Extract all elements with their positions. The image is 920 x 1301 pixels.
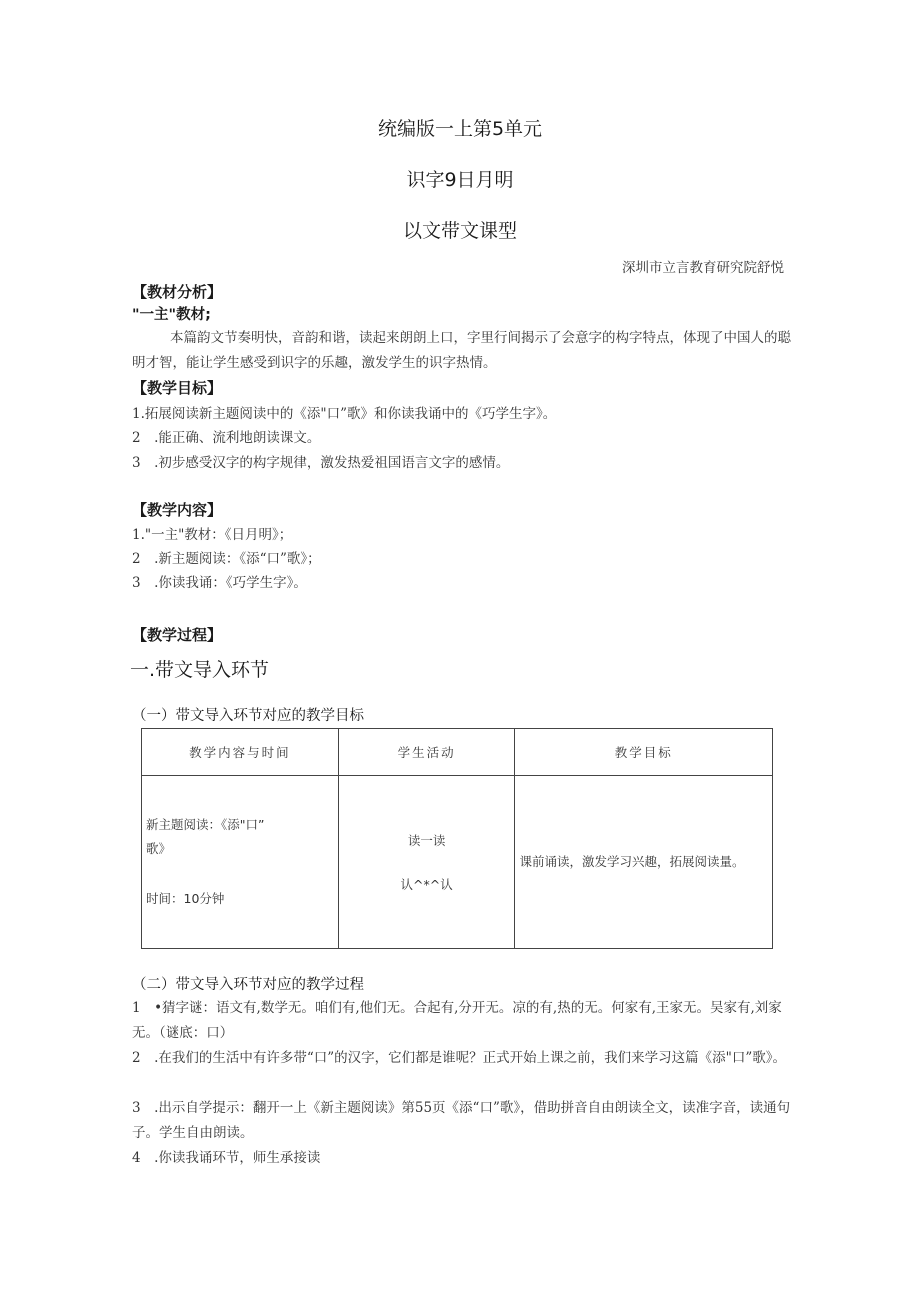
analysis-paragraph: 本篇韵文节奏明快，音韵和谐，读起来朗朗上口，字里行间揭示了会意字的构字特点，体现了中国人的聪明才智，能让学生感受到识字的乐趣，激发学生的识字热情。: [132, 330, 791, 371]
table-header-row: [142, 729, 773, 776]
goals-heading: 【教学目标】: [132, 379, 223, 397]
analysis-heading: 【教材分析】: [132, 283, 223, 301]
table-cell-content-line: 歌》: [146, 841, 172, 856]
goals-table: [141, 728, 773, 949]
subsection-goals-title: （一）带文导入环节对应的教学目标: [132, 708, 364, 724]
table-header-goal: 教学目标: [515, 729, 773, 776]
table-cell-content-line: 新主题阅读：《添"口”: [146, 817, 265, 832]
table-cell-activity-line: 读一读: [407, 833, 446, 848]
table-cell-time: 时间：10分钟: [146, 891, 225, 906]
content-item: 3 .你读我诵：《巧学生字》。: [132, 575, 307, 591]
content-item: 2 .新主题阅读：《添“口”歌》；: [132, 551, 321, 567]
process-heading: 【教学过程】: [132, 626, 223, 644]
table-header-content: 教学内容与时间: [142, 729, 339, 776]
subsection-process-title: （二）带文导入环节对应的教学过程: [132, 977, 364, 993]
doc-title-unit: 统编版一上第5单元: [377, 118, 543, 140]
goal-item: 3 .初步感受汉字的构字规律，激发热爱祖国语言文字的感情。: [132, 455, 510, 471]
section-title: 一.带文导入环节: [130, 659, 270, 681]
process-step: 2 .在我们的生活中有许多带“口”的汉字，它们都是谁呢？正式开始上课之前，我们来学习这篇《添"口”歌》。: [132, 1050, 787, 1066]
process-step: 3 .出示自学提示：翻开一上《新主题阅读》第55页《添“口”歌》，借助拼音自由朗读全文，读准字音，读通句子。学生自由朗读。: [132, 1100, 791, 1141]
goal-item: 2 .能正确、流利地朗读课文。: [132, 430, 321, 446]
doc-title-lesson: 识字9日月明: [406, 169, 514, 191]
analysis-subheading: "一主"教材;: [132, 307, 211, 323]
doc-title-type: 以文带文课型: [402, 220, 517, 242]
content-item: 1."一主"教材：《日月明》；: [132, 527, 293, 543]
process-step: 4 .你读我诵环节，师生承接读: [132, 1150, 321, 1166]
table-row: [142, 776, 773, 949]
table-cell-activity-line: 认^*^认: [400, 877, 453, 892]
goal-item: 1.拓展阅读新主题阅读中的《添"口”歌》和你读我诵中的《巧学生字》。: [132, 406, 557, 422]
content-heading: 【教学内容】: [132, 501, 223, 519]
table-cell-content: [142, 776, 339, 949]
author-line: 深圳市立言教育研究院舒悦: [622, 260, 784, 276]
table-header-activity: 学生活动: [338, 729, 515, 776]
table-cell-goal: 课前诵读，激发学习兴趣，拓展阅读量。: [515, 776, 773, 949]
process-step: 1 •猜字谜：语文有,数学无。咱们有,他们无。合起有,分开无。凉的有,热的无。何家有,王家无。吴家有,刘家无。（谜底：口）: [132, 1000, 782, 1041]
table-cell-activity: [338, 776, 515, 949]
